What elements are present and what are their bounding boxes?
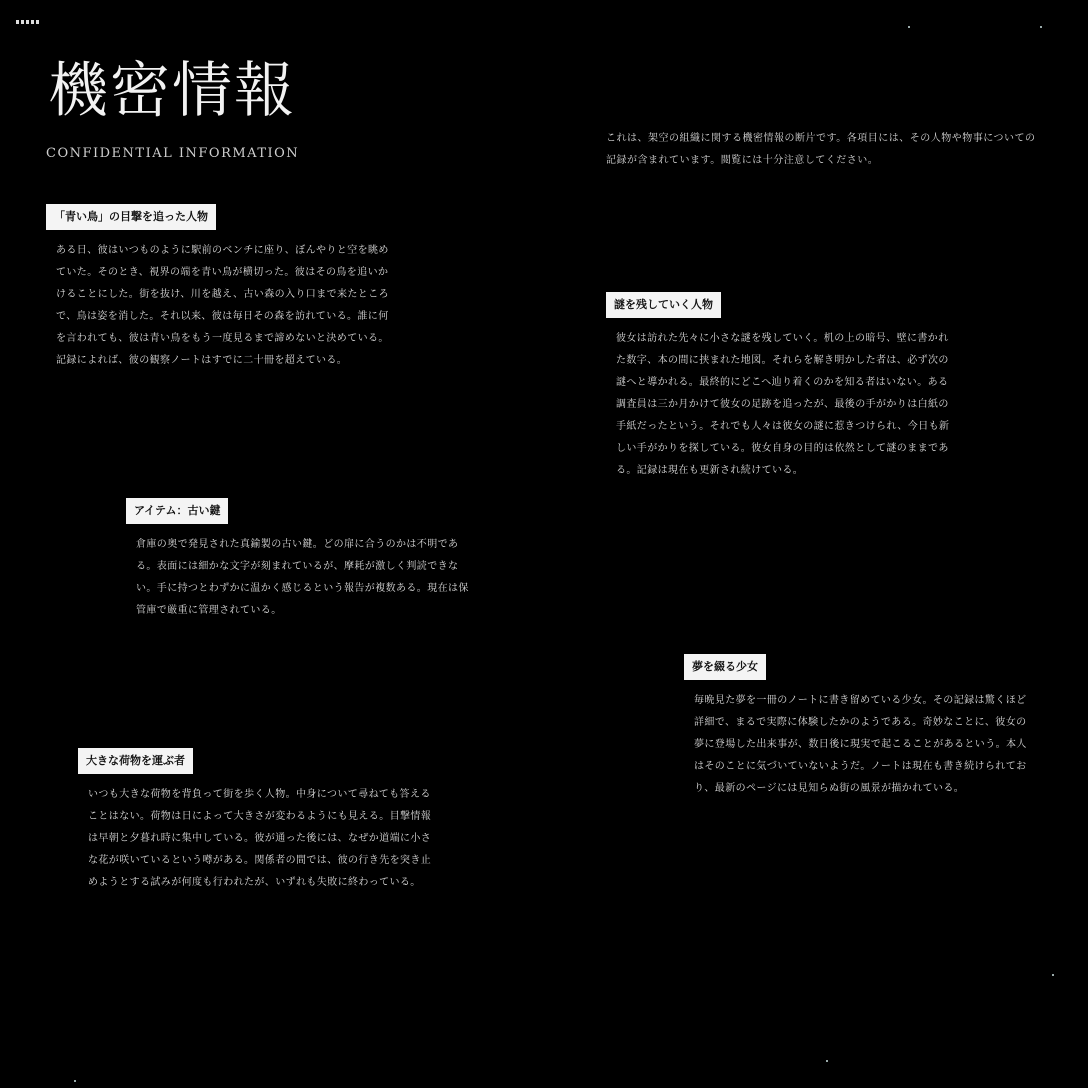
speck bbox=[1052, 974, 1054, 976]
section-label: 夢を綴る少女 bbox=[684, 654, 766, 680]
section-body: 毎晩見た夢を一冊のノートに書き留めている少女。その記録は驚くほど詳細で、まるで実際に体験したかのようである。奇妙なことに、彼女の夢に登場した出来事が、数日後に現実で起こることがあるという。本人はそのことに気づいていないようだ。ノートは現在も書き続けられており、最新のページには見知らぬ街の風景が描かれている。 bbox=[694, 695, 1027, 794]
intro-text: これは、架空の組織に関する機密情報の断片です。各項目には、その人物や物事についての記録が含まれています。閲覧には十分注意してください。 bbox=[606, 133, 1036, 166]
section-body: 倉庫の奥で発見された真鍮製の古い鍵。どの扉に合うのかは不明である。表面には細かな文字が刻まれているが、摩耗が激しく判読できない。手に持つとわずかに温かく感じるという報告が複数ある。現在は保管庫で厳重に管理されている。 bbox=[136, 539, 469, 616]
section-blue-bird bbox=[46, 204, 396, 372]
section-label: 「青い鳥」の目撃を追った人物 bbox=[46, 204, 216, 230]
speck bbox=[74, 1080, 76, 1082]
corner-mark bbox=[16, 20, 40, 24]
speck bbox=[908, 26, 910, 28]
page-title: 機密情報 bbox=[48, 56, 296, 126]
page-subtitle: CONFIDENTIAL INFORMATION bbox=[46, 146, 300, 161]
speck bbox=[826, 1060, 828, 1062]
section-mystery-person bbox=[606, 292, 956, 482]
section-label: 謎を残していく人物 bbox=[606, 292, 721, 318]
section-old-key bbox=[126, 498, 472, 622]
section-body: 彼女は訪れた先々に小さな謎を残していく。机の上の暗号、壁に書かれた数字、本の間に挟まれた地図。それらを解き明かした者は、必ず次の謎へと導かれる。最終的にどこへ辿り着くのかを知る者はいない。ある調査員は三か月かけて彼女の足跡を追ったが、最後の手がかりは白紙の手紙だったという。それでも人々は彼女の謎に惹きつけられ、今日も新しい手がかりを探している。彼女自身の目的は依然として謎のままである。記録は現在も更新され続けている。 bbox=[616, 333, 950, 476]
section-body: ある日、彼はいつものように駅前のベンチに座り、ぼんやりと空を眺めていた。そのとき、視界の端を青い鳥が横切った。彼はその鳥を追いかけることにした。街を抜け、川を越え、古い森の入り口まで来たところで、鳥は姿を消した。それ以来、彼は毎日その森を訪れている。誰に何を言われても、彼は青い鳥をもう一度見るまで諦めないと決めている。記録によれば、彼の観察ノートはすでに二十冊を超えている。 bbox=[56, 245, 389, 366]
section-body: いつも大きな荷物を背負って街を歩く人物。中身について尋ねても答えることはない。荷物は日によって大きさが変わるようにも見える。目撃情報は早朝と夕暮れ時に集中している。彼が通った後には、なぜか道端に小さな花が咲いているという噂がある。関係者の間では、彼の行き先を突き止めようとする試みが何度も行われたが、いずれも失敗に終わっている。 bbox=[88, 789, 432, 888]
section-luggage-carrier bbox=[78, 748, 438, 894]
section-label: アイテム：古い鍵 bbox=[126, 498, 228, 524]
section-dream-girl bbox=[684, 654, 1034, 800]
section-label: 大きな荷物を運ぶ者 bbox=[78, 748, 193, 774]
speck bbox=[1040, 26, 1042, 28]
